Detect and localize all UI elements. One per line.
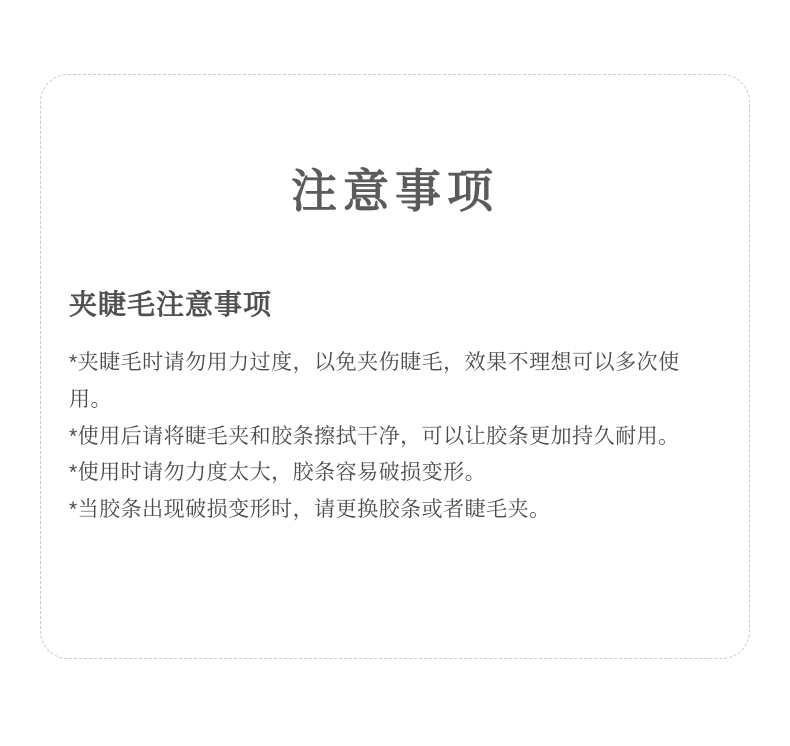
list-item: *使用后请将睫毛夹和胶条擦拭干净，可以让胶条更加持久耐用。 [69,424,680,448]
notice-list [69,345,721,529]
list-item: *使用时请勿力度太大，胶条容易破损变形。 [69,461,487,485]
notice-card [40,74,750,659]
page-title: 注意事项 [291,165,499,217]
notice-body [41,283,749,529]
list-item: *夹睫毛时请勿用力过度，以免夹伤睫毛，效果不理想可以多次使用。 [69,351,680,411]
list-item: *当胶条出现破损变形时，请更换胶条或者睫毛夹。 [69,498,551,521]
section-subheading: 夹睫毛注意事项 [69,289,273,320]
